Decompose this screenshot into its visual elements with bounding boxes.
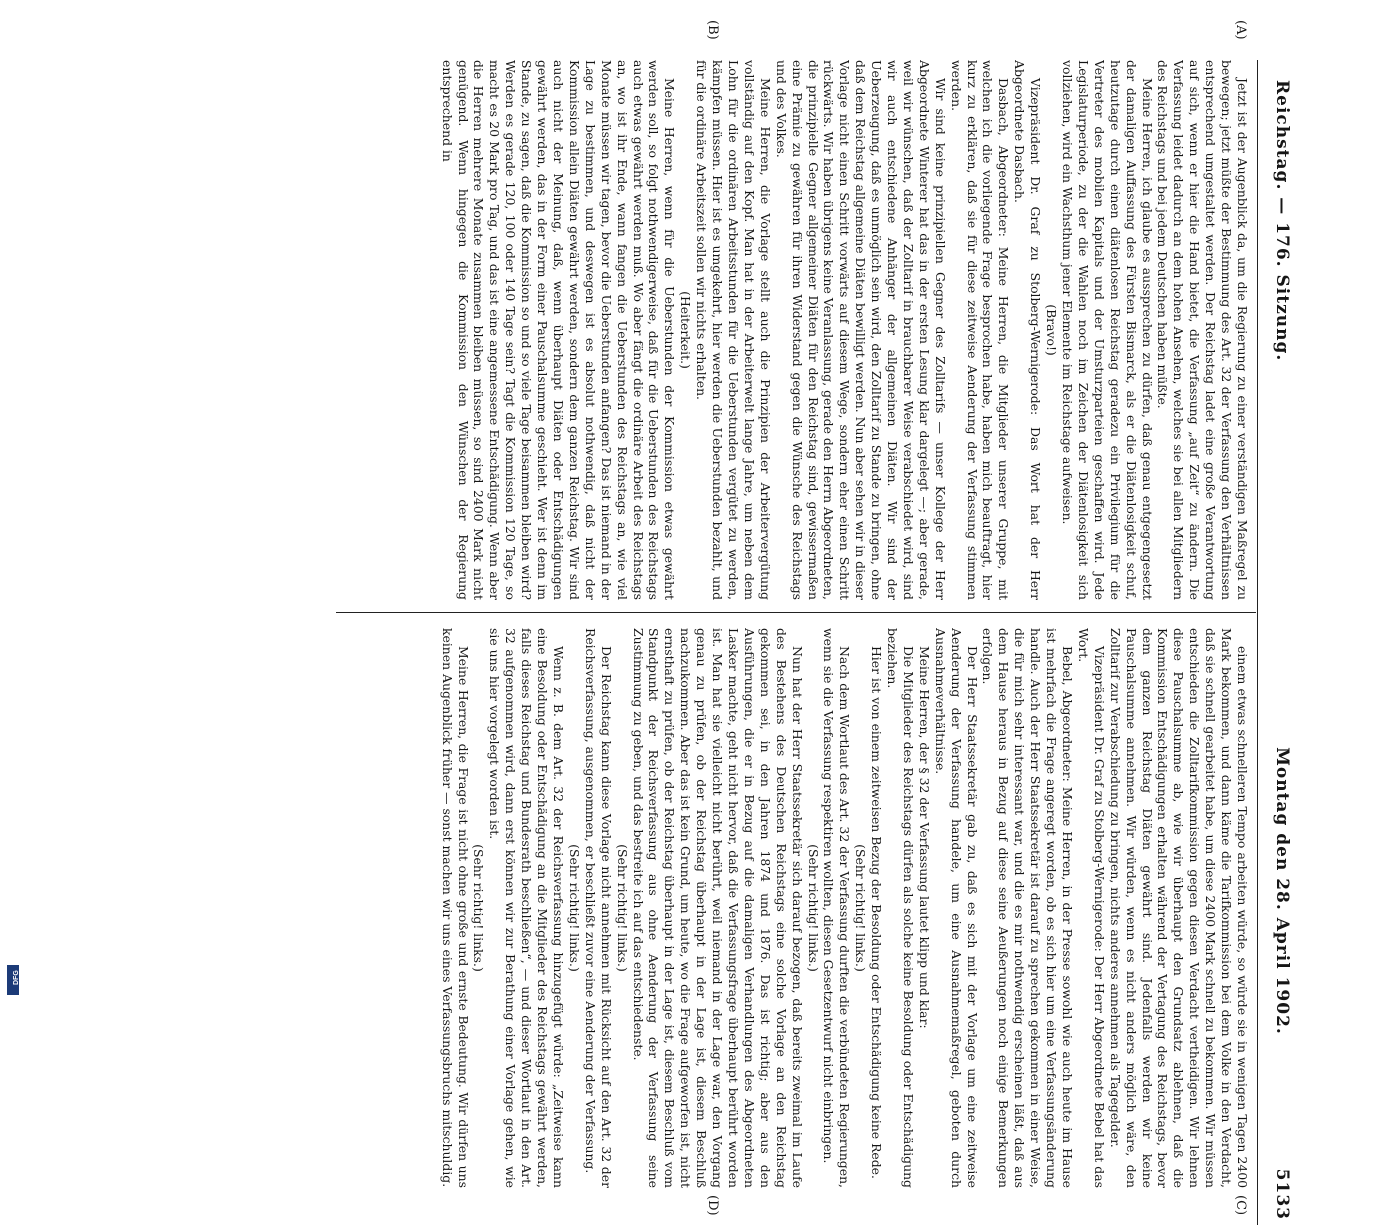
page-number: 5133 [1272, 1168, 1292, 1220]
paragraph: Hier ist von einem zeitweisen Bezug der Besoldung oder Entschädigung keine Rede. [869, 646, 885, 1179]
header-date: Montag den 28. April 1902. [1272, 747, 1292, 1035]
header-left: Reichstag. — 176. Sitzung. [1272, 80, 1292, 362]
dfg-logo-text: DFG [13, 970, 20, 985]
paragraph: Die Mitglieder des Reichstags dürfen als solche keine Besoldung oder Entschädigung beziehen. [885, 628, 916, 1188]
paragraph: (Sehr richtig! links.) [566, 844, 582, 972]
paragraph: einem etwas schnelleren Tempo arbeiten würde, so würde sie in wenigen Tagen 2400 Mark bekommen, und dann käme die Tarifkommission bei dem Volke in den Verdacht, daß sie schnell gearbeitet habe, um diese 2400 Mark schnell zu bekommen. Wir müssen entschieden die Zolltarifkommission gegen diesen Verdacht vertheidigen. Wir lehnen diese Pauschalsumme ab, wie wir überhaupt den Grundsatz ablehnen, daß die Kommission Entschädigungen erhalten während der Vertagung des Reichstags, bevor dem ganzen Reichstag Diäten gewährt sind. Jedenfalls werden wir keine Pauschalsumme annehmen. Wir würden, wenn es nicht anders möglich wäre, den Zolltarif zur Verabschiedung zu bringen, nichts anderes annehmen als Tagegelder. [1107, 628, 1250, 1188]
text-column-right [0, 628, 1250, 1188]
paragraph: Meine Herren, ich glaube es aussprechen zu dürfen, daß genau entgegengesetzt der damaligen Auffassung des Fürsten Bismarck, als er die Diätenlosigkeit schuf, heutzutage durch einen diätenlosen Reichstag geradezu ein Privilegium für die Vertreter des mobilen Kapitals und der Umsturzparteien geschaffen wird. Jede Legislaturperiode, zu der die Wahlen noch im Zeichen der Diätenlosigkeit sich vollziehen, wird ein Wachsthum jener Elemente im Reichstage aufweisen. [1060, 60, 1155, 600]
paragraph: Wir sind keine prinzipiellen Gegner des Zolltarifs — unser Kollege der Herr Abgeordnete Winterer hat das in der ersten Lesung klar dargelegt —; aber gerade, weil wir wünschen, daß der Zolltarif in brauchbarer Weise verabschiedet wird, sind wir auch entschiedene Anhänger der allgemeinen Diäten. Wir sind der Ueberzeugung, daß es unmöglich sein wird, den Zolltarif zu Stande zu bringen, ohne daß dem Reichstag allgemeine Diäten bewilligt werden. Nun aber sehen wir in dieser Vorlage nicht einen Schritt vorwärts auf diesem Wege, sondern eher einen Schritt rückwärts. Wir haben übrigens keine Veranlassung, gerade den Herrn Abgeordneten, die prinzipielle Gegner allgemeiner Diäten für den Reichstag sind, gewissermaßen eine Prämie zu gewähren für ihren Widerstand gegen die Wünsche des Reichstags und des Volkes. [773, 60, 948, 600]
paragraph: Meine Herren, die Vorlage stellt auch die Prinzipien der Arbeitervergütung vollständig auf den Kopf. Man hat in der Arbeiterwelt lange Jahre, um neben dem Lohn für die ordinären Arbeitsstunden für die Ueberstunden vergütet zu werden, kämpfen müssen. Hier ist es umgekehrt, hier werden die Ueberstunden bezahlt, und für die ordinäre Arbeitszeit sollen wir nichts erhalten. [694, 60, 773, 600]
paragraph: Der Reichstag kann diese Vorlage nicht annehmen mit Rücksicht auf den Art. 32 der Reichsverfassung, ausgenommen, er beschließt zuvor eine Aenderung der Verfassung. [582, 628, 614, 1188]
text-column-left [0, 60, 1250, 600]
margin-mark-a: (A) [1233, 20, 1248, 40]
paragraph: Meine Herren, der § 32 der Verfassung lautet klipp und klar: [916, 646, 932, 1029]
paragraph: Vizepräsident Dr. Graf zu Stolberg-Wernigerode: Das Wort hat der Herr Abgeordnete Dasbach. [1012, 60, 1044, 600]
column-rule [336, 612, 1256, 613]
paragraph: Dasbach, Abgeordneter: Meine Herren, die Mitglieder unserer Gruppe, mit welchen ich die vorliegende Frage besprochen habe, haben mich beauftragt, hier kurz zu erklären, daß sie für diese zeitweise Aenderung der Verfassung stimmen werden. [948, 60, 1012, 600]
paragraph: (Sehr richtig! links.) [614, 844, 630, 972]
paragraph: Vizepräsident Dr. Graf zu Stolberg-Wernigerode: Der Herr Abgeordnete Bebel hat das Wort. [1075, 628, 1107, 1188]
paragraph: Jetzt ist der Augenblick da, um die Regierung zu einer verständigen Maßregel zu bewegen; jetzt müßte der Bestimmung des Art. 32 der Verfassung den Verhältnissen entsprechend umgestaltet werden. Der Reichstag ladet eine große Verantwortung auf sich, wenn er hier die Hand bietet, die Verfassung „auf Zeit“ zu ändern. Die Verfassung leidet dadurch an dem hohen Ansehen, welches sie bei allen Mitgliedern des Reichstags und bei jedem Deutschen haben müßte. [1155, 60, 1250, 600]
margin-mark-b: (B) [705, 20, 720, 40]
paragraph: (Sehr richtig! links.) [853, 844, 869, 972]
header-rule [1257, 60, 1258, 1225]
paragraph: (Heiterkeit.) [678, 291, 694, 369]
paragraph: (Sehr richtig! links.) [805, 844, 821, 972]
paragraph: Bebel, Abgeordneter: Meine Herren, in der Presse sowohl wie auch heute im Hause ist mehrfach die Frage angeregt worden, ob es sich hier um eine Verfassungsänderung handle. Auch der Herr Staatssekretär ist darauf zu sprechen gekommen in einer Weise, die für mich sehr interessant war, und die es mir nothwendig erscheinen läßt, daß aus dem Hause heraus in Bezug auf diese seine Aeußerungen noch einige Bemerkungen erfolgen. [980, 628, 1076, 1188]
paragraph: Meine Herren, wenn für die Ueberstunden der Kommission etwas gewährt werden soll, so folgt nothwendigerweise, daß für die Ueberstunden des Reichstags auch etwas gewährt werden muß. Wo aber fängt die ordinäre Arbeit des Reichstags an, wo ist ihr Ende, wann fangen die Ueberstunden des Reichstags an, wie viel Monate müssen wir tagen, bevor die Ueberstunden anfangen? Das ist niemand in der Lage zu bestimmen, und deswegen ist es absolut nothwendig, daß nicht der Kommission allein Diäten gewährt werden, sondern dem ganzen Reichstag. Wir sind auch nicht der Meinung, daß, wenn überhaupt Diäten oder Entschädigungen gewährt werden, das in der Form einer Pauschalsumme geschieht. Wer ist denn im Stande, zu sagen, daß die Kommission so und so viele Tage beisammen bleiben wird? Werden es gerade 120, 100 oder 140 Tage sein? Tagt die Kommission 120 Tage, so macht es 20 Mark pro Tag, und das ist eine angemessene Entschädigung. Wenn aber die Herren mehrere Monate zusammen bleiben müssen, so sind 2400 Mark nicht genügend. Wenn hingegen die Kommission den Wünschen der Regierung entsprechend in [439, 60, 678, 600]
paragraph: Der Herr Staatssekretär gab zu, daß es sich mit der Vorlage um eine zeitweise Aenderung der Verfassung handele, um eine Ausnahmemaßregel, geboten durch Ausnahmeverhältnisse. [932, 628, 980, 1188]
margin-mark-d: (D) [705, 1195, 720, 1216]
paragraph: Wenn z. B. dem Art. 32 der Reichsverfassung hinzugefügt würde: „Zeitweise kann eine Besoldung oder Entschädigung an die Mitglieder des Reichstags gewährt werden, falls dieses Reichstag und Bundesrath beschließen“, — und dieser Wortlaut in den Art. 32 aufgenommen wird, dann erst können wir zur Berathung einer Vorlage gehen, wie sie uns hier vorgelegt worden ist. [487, 628, 567, 1188]
page-header [1262, 60, 1292, 1220]
paragraph: Meine Herren, die Frage ist nicht ohne große und ernste Bedeutung. Wir dürfen uns keinen Augenblick früher — sonst machen wir uns eines Verfassungsbruchs mitschuldig. [439, 628, 471, 1188]
paragraph: (Bravo!) [1044, 304, 1060, 356]
paragraph: (Sehr richtig! links.) [471, 844, 487, 972]
paragraph: Nun hat der Herr Staatssekretär sich darauf bezogen, daß bereits zweimal im Laufe des Bestehens des Deutschen Reichstags eine solche Vorlage an den Reichstag gekommen sei, in den Jahren 1874 und 1876. Das ist richtig; aber aus den Ausführungen, die er in Bezug auf die damaligen Verhandlungen des Abgeordneten Lasker machte, geht nicht hervor, daß die Verfassungsfrage überhaupt berührt worden ist. Man hat sie vielleicht nicht berührt, weil niemand in der Lage war, den Vorgang genau zu prüfen, ob der Reichstag überhaupt in der Lage ist, diesem Beschluß nachzukommen. Aber das ist kein Grund, um heute, wo die Frage aufgeworfen ist, nicht ernsthaft zu prüfen, ob der Reichstag überhaupt in der Lage ist, diesem Beschluß vom Standpunkt der Reichsverfassung aus ohne Aenderung der Verfassung seine Zustimmung zu geben, und das bestreite ich auf das entschiedenste. [630, 628, 805, 1188]
header-right [1272, 747, 1292, 1220]
margin-mark-c: (C) [1233, 1195, 1248, 1216]
paragraph: Nach dem Wortlaut des Art. 32 der Verfassung durften die verbündeten Regierungen, wenn sie die Verfassung respektiren wollten, diesen Gesetzentwurf nicht einbringen. [821, 628, 853, 1188]
